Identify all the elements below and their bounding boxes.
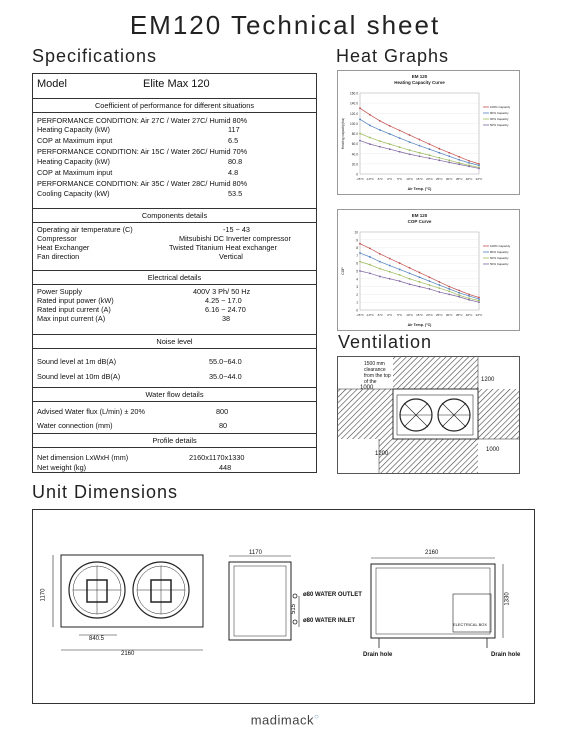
data-point	[468, 162, 470, 164]
hx-value: Twisted Titanium Heat exchanger	[169, 243, 277, 252]
legend-entry: 50% Capacity	[490, 262, 509, 267]
data-point	[429, 276, 431, 278]
data-point	[429, 157, 431, 159]
y-tick-label: 20.0	[351, 162, 358, 167]
drain-hole-left: Drain hole	[363, 652, 393, 658]
cond3-text: PERFORMANCE CONDITION: Air 35C / Water 28C/ Humid 80%	[37, 179, 248, 188]
data-point	[369, 272, 371, 274]
sl10-label: Sound level at 10m dB(A)	[37, 372, 121, 381]
x-tick-label: -10°C	[366, 313, 374, 317]
y-axis-label: COP	[341, 267, 345, 275]
y-tick-label: 9	[356, 238, 358, 243]
rip-value: 4.25 ~ 17.0	[205, 296, 242, 305]
data-point	[419, 145, 421, 147]
legend-entry: 60% Capacity	[490, 117, 509, 122]
sl1-value: 55.0~64.0	[209, 357, 242, 366]
data-point	[359, 118, 361, 120]
data-point	[409, 272, 411, 274]
data-point	[448, 290, 450, 292]
data-point	[448, 155, 450, 157]
specifications-table	[32, 73, 317, 335]
data-point	[448, 159, 450, 161]
cond1-hc-value: 117	[228, 125, 240, 134]
sl1-label: Sound level at 1m dB(A)	[37, 357, 117, 366]
data-point	[389, 278, 391, 280]
data-point	[359, 243, 361, 245]
ric-value: 6.16 ~ 24.70	[205, 305, 246, 314]
x-tick-label: 15°C	[416, 313, 423, 317]
electrical-header: Electrical details	[33, 270, 316, 285]
cond1-cop-value: 6.5	[228, 136, 239, 145]
cop-chart-svg	[338, 210, 519, 330]
op-temp-label: Operating air temperature (C)	[37, 225, 133, 234]
data-point	[419, 155, 421, 157]
cond1-hc-label: Heating Capacity (kW)	[37, 125, 110, 134]
vent-dim-bottom: 1200	[375, 451, 389, 457]
data-point	[429, 148, 431, 150]
cond2-cop-value: 4.8	[228, 168, 239, 177]
weight-label: Net weight (kg)	[37, 463, 87, 472]
profile-header: Profile details	[33, 433, 316, 448]
data-point	[409, 267, 411, 269]
x-tick-label: 40°C	[465, 177, 473, 181]
x-tick-label: -10°C	[366, 177, 374, 181]
model-label: Model	[37, 78, 67, 90]
data-point	[468, 295, 470, 297]
y-tick-label: 2	[356, 292, 358, 297]
cond2-cop-label: COP at Maximum input	[37, 168, 113, 177]
data-point	[389, 143, 391, 145]
data-point	[409, 141, 411, 143]
x-tick-label: -5°C	[376, 177, 383, 181]
x-tick-label: 5°C	[397, 313, 403, 317]
y-tick-label: 10	[354, 230, 358, 235]
rip-label: Rated input power (kW)	[37, 296, 114, 305]
x-tick-label: 0°C	[387, 177, 393, 181]
unit-dimensions-heading: Unit Dimensions	[32, 482, 179, 502]
specifications-heading: Specifications	[32, 46, 158, 66]
data-point	[458, 296, 460, 298]
data-point	[389, 133, 391, 135]
x-tick-label: 25°C	[435, 313, 443, 317]
data-point	[409, 278, 411, 280]
legend-entry: 80% Capacity	[490, 111, 509, 116]
op-temp-value: -15 ~ 43	[223, 225, 250, 234]
data-point	[399, 274, 401, 276]
vent-dim-right: 1000	[486, 447, 500, 453]
data-point	[478, 298, 480, 300]
x-axis-label: Air Temp. (°C)	[407, 187, 432, 191]
data-point	[399, 146, 401, 148]
data-point	[438, 291, 440, 293]
data-point	[429, 143, 431, 145]
water-outlet-label: ø80 WATER OUTLET	[303, 592, 362, 598]
noise-header: Noise level	[33, 335, 316, 349]
water-header: Water flow details	[33, 387, 316, 402]
data-point	[379, 129, 381, 131]
legend-entry: 60% Capacity	[490, 256, 509, 261]
power-label: Power Supply	[37, 287, 83, 296]
data-point	[359, 140, 361, 142]
data-point	[438, 287, 440, 289]
data-point	[369, 247, 371, 249]
data-point	[369, 114, 371, 116]
cop-header: Coefficient of performance for different situations	[33, 98, 316, 113]
drain-hole-right: Drain hole	[491, 652, 521, 658]
data-point	[369, 125, 371, 127]
legend-entry: 50% Capacity	[490, 123, 509, 128]
cond2-hc-label: Heating Capacity (kW)	[37, 157, 110, 166]
data-point	[438, 159, 440, 161]
mic-label: Max input current (A)	[37, 314, 106, 323]
data-point	[438, 157, 440, 159]
data-point	[438, 152, 440, 154]
data-point	[409, 153, 411, 155]
legend-entry: 100% Capacity	[490, 105, 511, 110]
data-point	[458, 294, 460, 296]
unit-dimensions-diagram	[32, 509, 535, 704]
data-point	[448, 161, 450, 163]
data-point	[419, 152, 421, 154]
data-point	[399, 280, 401, 282]
company-logo	[0, 712, 570, 727]
dim-height-right: 1330	[504, 592, 511, 606]
vent-dim-left: 1000	[360, 385, 374, 391]
data-point	[468, 160, 470, 162]
y-tick-label: 3	[356, 285, 358, 290]
data-point	[478, 300, 480, 302]
side-view	[229, 556, 299, 640]
vent-dim-top: 1200	[481, 377, 495, 383]
x-axis-label: Air Temp. (°C)	[407, 323, 432, 327]
data-point	[389, 271, 391, 273]
data-point	[369, 264, 371, 266]
y-tick-label: 4	[356, 277, 358, 282]
x-tick-label: 5°C	[397, 177, 403, 181]
data-point	[359, 261, 361, 263]
data-point	[359, 270, 361, 272]
data-point	[468, 299, 470, 301]
x-tick-label: 15°C	[416, 177, 423, 181]
data-point	[359, 133, 361, 135]
chart-title: EM 120	[411, 213, 428, 218]
data-point	[399, 130, 401, 132]
fan-value: Vertical	[219, 252, 243, 261]
x-tick-label: 43°C	[475, 177, 483, 181]
data-point	[419, 281, 421, 283]
series-line	[360, 134, 479, 168]
weight-value: 448	[219, 463, 232, 472]
x-tick-label: 20°C	[426, 313, 433, 317]
y-tick-label: 40.0	[351, 152, 358, 157]
cond1-text: PERFORMANCE CONDITION: Air 27C / Water 27C/ Humid 80%	[37, 116, 248, 125]
y-tick-label: 5	[356, 269, 358, 274]
y-tick-label: 6	[356, 261, 358, 266]
data-point	[399, 137, 401, 139]
data-point	[379, 146, 381, 148]
compressor-value: Mitsubishi DC Inverter compressor	[179, 234, 291, 243]
x-tick-label: 20°C	[426, 177, 433, 181]
x-tick-label: 10°C	[406, 177, 413, 181]
y-tick-label: 80.0	[351, 132, 358, 136]
cop-chart	[337, 209, 520, 331]
data-point	[458, 159, 460, 161]
data-point	[478, 297, 480, 299]
data-point	[359, 252, 361, 254]
cond3-cc-value: 53.5	[228, 189, 243, 198]
data-point	[399, 151, 401, 153]
legend-entry: 100% Capacity	[490, 244, 511, 249]
heating-capacity-chart	[337, 70, 520, 195]
electrical-box-label: ELECTRICAL BOX	[453, 622, 488, 627]
data-point	[468, 297, 470, 299]
cond2-hc-value: 80.8	[228, 157, 243, 166]
data-point	[478, 168, 480, 170]
y-tick-label: 160.0	[350, 91, 358, 96]
data-point	[429, 280, 431, 282]
logo-mark: ○	[313, 712, 320, 721]
compressor-label: Compressor	[37, 234, 77, 243]
chart-subtitle: COP Curve	[407, 219, 432, 224]
y-tick-label: 0	[356, 172, 358, 177]
fan-label: Fan direction	[37, 252, 80, 261]
y-tick-label: 8	[356, 246, 358, 251]
dim-bottom-length: 2160	[121, 651, 135, 657]
logo-text: madimack	[250, 712, 314, 728]
y-tick-label: 120.0	[350, 111, 358, 116]
data-point	[369, 143, 371, 145]
dim-fan-spacing: 840.5	[89, 636, 105, 642]
data-point	[429, 284, 431, 286]
heat-graphs-heading: Heat Graphs	[336, 46, 450, 66]
x-tick-label: 35°C	[455, 177, 463, 181]
y-tick-label: 1	[356, 300, 358, 305]
data-point	[359, 107, 361, 109]
y-tick-label: 60.0	[351, 142, 358, 147]
data-point	[478, 301, 480, 303]
x-tick-label: 25°C	[435, 177, 443, 181]
y-tick-label: 100.0	[350, 121, 358, 126]
data-point	[448, 152, 450, 154]
data-point	[419, 272, 421, 274]
hx-label: Heat Exchanger	[37, 243, 90, 252]
model-row	[33, 78, 316, 94]
x-tick-label: 0°C	[387, 313, 393, 317]
dim-width-top: 1170	[249, 550, 262, 556]
components-header: Components details	[33, 208, 316, 223]
x-tick-label: 35°C	[455, 313, 463, 317]
data-point	[369, 137, 371, 139]
data-point	[409, 149, 411, 151]
clearance-note: 1500 mm clearance from the top of the	[364, 361, 391, 385]
model-value: Elite Max 120	[143, 78, 210, 90]
data-point	[379, 120, 381, 122]
ric-label: Rated input current (A)	[37, 305, 111, 314]
top-view	[53, 555, 203, 650]
series-line	[360, 244, 479, 298]
y-tick-label: 7	[356, 253, 358, 258]
dim-outlet-height: 515	[291, 603, 298, 615]
data-point	[379, 253, 381, 255]
data-point	[429, 154, 431, 156]
data-point	[438, 281, 440, 283]
x-tick-label: 30°C	[445, 177, 453, 181]
x-tick-label: 30°C	[445, 313, 453, 317]
dim-label: Net dimension LxWxH (mm)	[37, 453, 129, 462]
data-point	[389, 148, 391, 150]
cond3-cc-label: Cooling Capacity (kW)	[37, 189, 110, 198]
flux-label: Advised Water flux (L/min) ± 20%	[37, 407, 145, 416]
y-tick-label: 140.0	[350, 101, 358, 106]
data-point	[448, 286, 450, 288]
x-tick-label: 10°C	[406, 313, 413, 317]
data-point	[438, 284, 440, 286]
data-point	[379, 276, 381, 278]
conn-label: Water connection (mm)	[37, 421, 113, 430]
data-point	[379, 268, 381, 270]
data-point	[468, 294, 470, 296]
heating-capacity-chart-svg	[338, 71, 519, 194]
cond2-text: PERFORMANCE CONDITION: Air 15C / Water 26C/ Humid 70%	[37, 147, 248, 156]
data-point	[458, 163, 460, 165]
data-point	[458, 292, 460, 294]
data-point	[389, 125, 391, 127]
legend-entry: 80% Capacity	[490, 250, 509, 255]
y-tick-label: 0	[356, 308, 358, 313]
mic-value: 38	[222, 314, 231, 323]
sl10-value: 35.0~44.0	[209, 372, 242, 381]
data-point	[389, 265, 391, 267]
data-point	[419, 286, 421, 288]
ventilation-heading: Ventilation	[338, 332, 433, 352]
cond1-cop-label: COP at Maximum input	[37, 136, 113, 145]
ventilation-diagram	[337, 356, 520, 474]
dim-overall-length: 2160	[425, 550, 439, 556]
data-point	[399, 269, 401, 271]
chart-subtitle: Heating Capacity Curve	[394, 80, 445, 85]
series-line	[360, 119, 479, 165]
data-point	[419, 276, 421, 278]
data-point	[429, 288, 431, 290]
water-inlet-label: ø80 WATER INLET	[303, 618, 356, 624]
specifications-table-continued	[32, 335, 317, 473]
x-tick-label: -15°C	[356, 313, 364, 317]
data-point	[409, 283, 411, 285]
conn-value: 80	[219, 421, 228, 430]
y-axis-label: Heating capacity(kw)	[341, 117, 345, 150]
front-view	[371, 558, 503, 648]
x-tick-label: -15°C	[356, 177, 364, 181]
dim-height-left: 1170	[40, 588, 47, 602]
data-point	[448, 288, 450, 290]
data-point	[409, 134, 411, 136]
data-point	[419, 139, 421, 141]
x-tick-label: 43°C	[475, 313, 483, 317]
flux-value: 800	[216, 407, 229, 416]
power-value: 400V 3 Ph/ 50 Hz	[193, 287, 251, 296]
data-point	[379, 261, 381, 263]
data-point	[468, 166, 470, 168]
dim-value: 2160x1170x1330	[189, 453, 245, 462]
data-point	[438, 148, 440, 150]
data-point	[458, 156, 460, 158]
data-point	[369, 256, 371, 258]
data-point	[448, 294, 450, 296]
data-point	[389, 258, 391, 260]
x-tick-label: 40°C	[465, 313, 473, 317]
unit-dimensions-svg	[33, 510, 534, 703]
data-point	[478, 164, 480, 166]
chart-title: EM 120	[411, 74, 428, 79]
data-point	[379, 140, 381, 142]
data-point	[399, 262, 401, 264]
x-tick-label: -5°C	[376, 313, 383, 317]
page-title: EM120 Technical sheet	[129, 10, 441, 40]
data-point	[458, 290, 460, 292]
